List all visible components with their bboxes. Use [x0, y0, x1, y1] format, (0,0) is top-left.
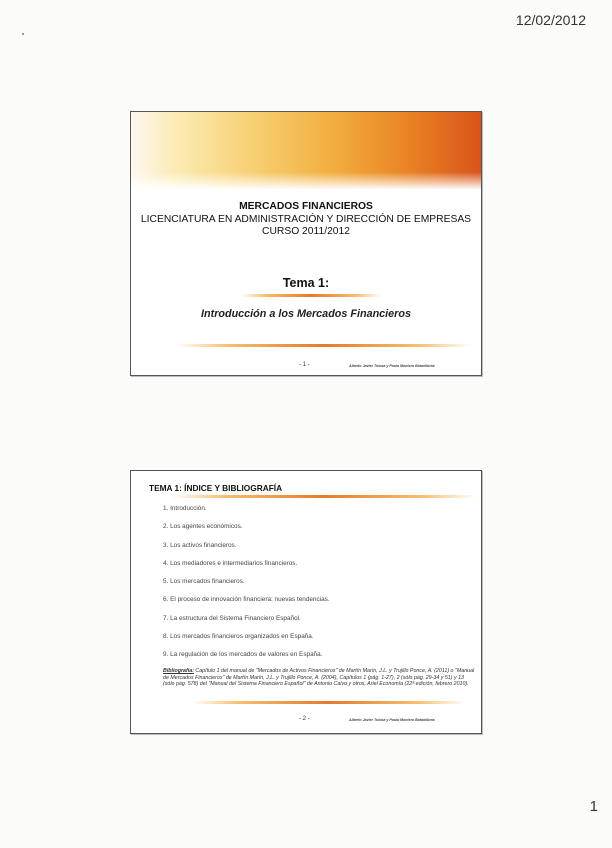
- list-item: 7. La estructura del Sistema Financiero Español.: [163, 614, 301, 622]
- decorative-divider: [191, 701, 466, 704]
- list-item: 4. Los mediadores e intermediarios financieros.: [163, 559, 298, 567]
- slide-authors: Alberto Javier Tolosa y Paula Montero Batanlibrás: [349, 364, 435, 368]
- bibliography: [163, 668, 475, 688]
- banner-fade: [131, 172, 481, 190]
- list-item: 6. El proceso de innovación financiera: nuevas tendencias.: [163, 596, 330, 604]
- list-item: 1. Introducción.: [163, 505, 207, 512]
- course-year: CURSO 2011/2012: [262, 226, 350, 238]
- list-item: 8. Los mercados financieros organizados en España.: [163, 633, 314, 641]
- slide-authors: Alberto Javier Tolosa y Paula Montero Batanlibrás: [349, 718, 435, 722]
- index-list: [163, 505, 473, 670]
- bibliography-text: Capítulo 1 del manual de "Mercados de Activos Financieros" de Martín Marín, J.L. y Trujillo Ponce, A. (2011) o "Manual de Mercados Financieros" de Martín Marín, J.L. y Trujillo Ponce, A. (2004), Capítulos 1 (pág. 1-27), 2 (sólo pág. 29-34 y 51) y 13 (sólo pág. 578) del "Manual del Sistema Financiero Español" de Antonio Calvo y otros, Ariel Economía (22ª edición, febrero 2010).: [163, 668, 475, 688]
- scan-speck: [22, 33, 24, 35]
- page-number: 1: [589, 798, 598, 815]
- degree-name: LICENCIATURA EN ADMINISTRACIÓN Y DIRECCIÓN DE EMPRESAS: [140, 213, 472, 225]
- topic-title: Introducción a los Mercados Financieros: [201, 308, 411, 320]
- course-header: [131, 201, 481, 239]
- slide-number: - 2 -: [299, 716, 310, 722]
- list-item: 3. Los activos financieros.: [163, 541, 237, 549]
- slide-title: [130, 111, 482, 376]
- slide-index: [130, 470, 482, 734]
- subject-name: MERCADOS FINANCIEROS: [239, 201, 373, 212]
- bibliography-label: Bibliografía:: [163, 668, 194, 674]
- list-item: 5. Los mercados financieros.: [163, 578, 245, 586]
- list-item: 9. La regulación de los mercados de valores en España.: [163, 651, 323, 659]
- topic-label: Tema 1:: [282, 276, 330, 290]
- slide-number: - 1 -: [299, 362, 310, 368]
- list-item: 2. Los agentes económicos.: [163, 523, 243, 531]
- slide-title: TEMA 1: ÍNDICE Y BIBLIOGRAFÍA: [149, 483, 283, 493]
- decorative-divider: [241, 294, 381, 297]
- decorative-divider: [176, 344, 471, 347]
- decorative-divider: [171, 495, 476, 498]
- print-date: 12/02/2012: [515, 12, 586, 28]
